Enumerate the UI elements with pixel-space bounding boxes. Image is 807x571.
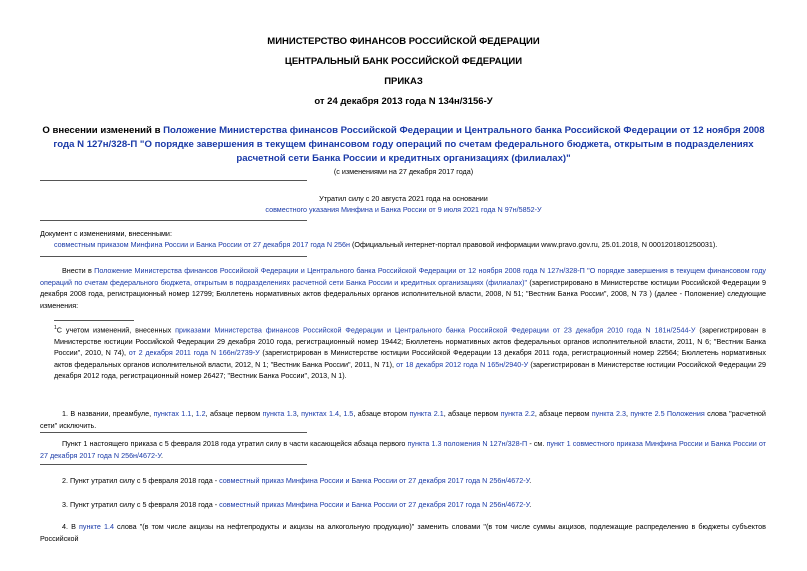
divider (40, 464, 307, 465)
item-2 (40, 475, 766, 487)
footnote-link[interactable]: приказами Министерства финансов Российской Федерации и Центрального банка Российской Федерации от 23 декабря 2010 года N 181н/2544-У (175, 325, 696, 335)
item-link[interactable]: пункта 2.1 (409, 409, 444, 418)
divider (40, 180, 307, 181)
expired-link-text[interactable]: совместного указания Минфина и Банка России от 9 июля 2021 года N 97н/5852-У (265, 205, 542, 214)
item-text: , абзаце втором (353, 409, 410, 418)
item-link[interactable]: пунктах 1.1 (153, 409, 192, 418)
item-text: , (296, 409, 302, 418)
note-1 (40, 438, 766, 461)
footnote-text: (зарегистрирован в Министерстве юстиции Российской Федерации 29 декабря 2010 года, регистрационный номер 19442; Бюллетень нормативных актов федеральных органов исполнительной власти, 2011, N 6; "Вестник Банка России", 2010, N 74), (54, 325, 766, 358)
footnote-marker: 1 (54, 325, 57, 331)
intro-paragraph (40, 265, 766, 311)
intro-link[interactable]: Положение Министерства финансов Российской Федерации и Центрального банка Российской Федерации от 12 ноября 2008 года N 127н/328-П "О порядке завершения в текущем финансовом году операций по счетам федерального бюджета, открытым в подразделениях расчетной сети Банка России и кредитных организациях (филиалах)" (40, 266, 766, 287)
document-title (40, 124, 767, 166)
note-text: Пункт 1 настоящего приказа с 5 февраля 2018 года утратил силу в части касающейся абзаца первого (62, 439, 408, 448)
item-link[interactable]: 1.2 (195, 409, 206, 418)
footnote-divider (54, 320, 134, 321)
item-text: слова "расчетной сети" исключить. (40, 409, 766, 430)
footnote-text: (зарегистрирован в Министерстве юстиции Российской Федерации 13 декабря 2011 года, регистрационный номер 22564; Бюллетень нормативных актов федеральных органов исполнительной власти, 2012, N 1; "Вестник Банка России", 2011, N 71), (54, 348, 766, 369)
divider (40, 220, 307, 221)
item-4 (40, 521, 766, 544)
item-link[interactable]: пунктах 1.4 (301, 409, 339, 418)
changes-rest: (Официальный интернет-портал правовой информации www.pravo.gov.ru, 25.01.2018, N 0001201801250031). (349, 240, 718, 249)
footnote-text: С учетом изменений, внесенных (56, 325, 176, 335)
bank-heading: ЦЕНТРАЛЬНЫЙ БАНК РОССИЙСКОЙ ФЕДЕРАЦИИ (284, 56, 523, 67)
item-text: . (529, 476, 532, 485)
ministry-heading: МИНИСТЕРСТВО ФИНАНСОВ РОССИЙСКОЙ ФЕДЕРАЦИИ (267, 36, 540, 47)
item-text: 4. В (62, 522, 79, 531)
item-link[interactable]: пункте 1.4 (78, 522, 114, 531)
expired-line: Утратил силу с 20 августа 2021 года на основании (319, 194, 488, 203)
item-link[interactable]: пункте 2.5 Положения (630, 409, 705, 418)
item-text: 3. Пункт утратил силу с 5 февраля 2018 года - (62, 500, 220, 509)
edition-note: (с изменениями на 27 декабря 2017 года) (333, 167, 474, 176)
item-link[interactable]: совместный приказ Минфина России и Банка России от 27 декабря 2017 года N 256н/4672-У (219, 476, 530, 485)
item-1 (40, 408, 766, 431)
item-3 (40, 499, 766, 511)
divider (40, 256, 307, 257)
item-text: , (338, 409, 344, 418)
item-text: 1. В названии, преамбуле, (62, 409, 154, 418)
item-text: , абзаце первом (534, 409, 592, 418)
intro-text: Внести в (62, 266, 95, 275)
item-text: 2. Пункт утратил силу с 5 февраля 2018 года - (62, 476, 220, 485)
note-text: . (161, 450, 164, 460)
intro-text: (зарегистрировано в Министерстве юстиции Российской Федерации 9 декабря 2008 года, регистрационный номер 12799; Бюллетень нормативных актов федеральных органов исполнительной власти, 2008, N 51; "Вестник Банка России", 2008, N 73 ) (далее - Положение) следующие изменения: (40, 277, 766, 310)
footnote-link[interactable]: от 18 декабря 2012 года N 165н/2940-У (396, 359, 529, 369)
note-text: - см. (527, 439, 547, 448)
item-link[interactable]: 1.5 (343, 409, 354, 418)
item-link[interactable]: пункта 2.3 (591, 409, 626, 418)
changes-link[interactable]: совместным приказом Минфина России и Банка России от 27 декабря 2017 года N 256н (54, 240, 350, 249)
divider (40, 432, 307, 433)
title-link[interactable]: Положение Министерства финансов Российской Федерации и Центрального банка Российской Федерации от 12 ноября 2008 года N 127н/328-П "О порядке завершения в текущем финансовом году операций по счетам федерального бюджета, открытым в подразделениях расчетной сети Банка России и кредитных организациях (филиалах)" (53, 125, 765, 164)
changes-source (54, 239, 766, 251)
item-link[interactable]: пункта 2.2 (500, 409, 535, 418)
note-link[interactable]: пункт 1 совместного приказа Минфина России и Банка России от 27 декабря 2017 года N 256н/4672-У (40, 439, 766, 460)
item-text: , абзаце первом (205, 409, 263, 418)
expired-link[interactable] (0, 204, 807, 215)
footnote-link[interactable]: от 2 декабря 2011 года N 166н/2739-У (128, 348, 260, 358)
date-number-heading: от 24 декабря 2013 года N 134н/3156-У (314, 96, 493, 107)
item-text: . (529, 500, 532, 509)
item-link[interactable]: совместный приказ Минфина России и Банка России от 27 декабря 2017 года N 256н/4672-У (219, 500, 530, 509)
item-link[interactable]: пункта 1.3 (262, 409, 297, 418)
note-link[interactable]: пункта 1.3 положения N 127н/328-П (407, 439, 528, 448)
item-text: , абзаце первом (443, 409, 501, 418)
footnote-text: (зарегистрирован в Министерстве юстиции Российской Федерации 29 декабря 2012 года, регистрационный номер 26427; "Вестник Банка России", 2013, N 1). (54, 359, 766, 381)
doc-type-heading: ПРИКАЗ (384, 76, 423, 87)
footnote-paragraph (54, 323, 766, 382)
item-text: , (191, 409, 196, 418)
title-prefix: О внесении изменений в (42, 125, 164, 136)
changes-label: Документ с изменениями, внесенными: (40, 229, 172, 238)
item-text: слова "(в том числе акцизы на нефтепродукты и акцизы на алкогольную продукцию)" заменить словами "(в том числе суммы акцизов, подлежащие распределению в бюджеты субъектов Российской (40, 522, 766, 543)
item-text: , (625, 409, 631, 418)
